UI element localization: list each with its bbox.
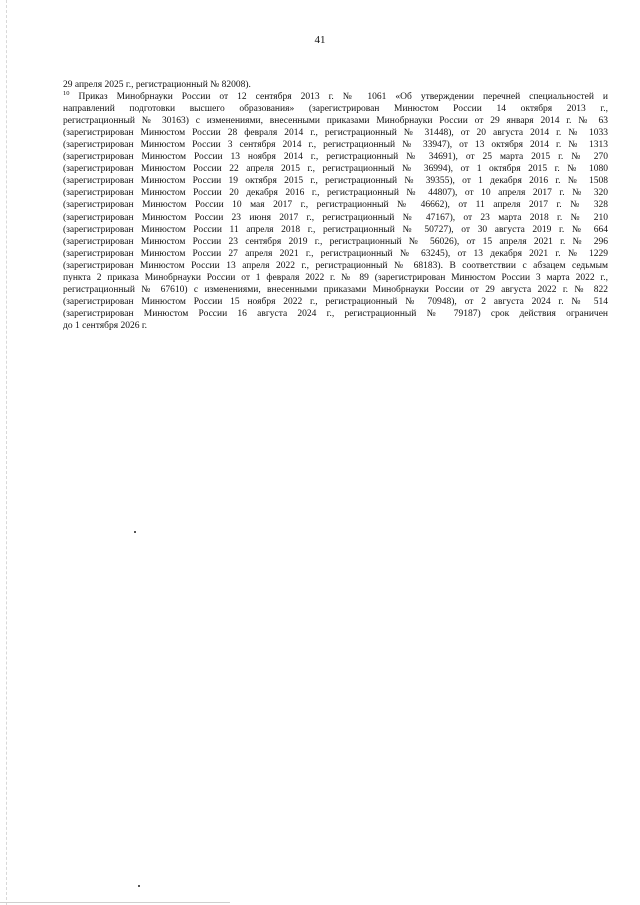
footnote-line: пункта 2 приказа Минобрнауки России от 1 февраля 2022 г. № 89 (зарегистрирован Минюстом России 3 марта 2022 г.,	[63, 272, 608, 283]
footnote-line: (зарегистрирован Минюстом России 13 ноября 2014 г., регистрационный № 34691), от 25 марта 2015 г. № 270	[63, 152, 608, 163]
footnote-line: (зарегистрирован Минюстом России 20 декабря 2016 г., регистрационный № 44807), от 10 апреля 2017 г. № 320	[63, 188, 608, 199]
scan-speck	[138, 885, 140, 887]
footnote-line: (зарегистрирован Минюстом России 11 апреля 2018 г., регистрационный № 50727), от 30 августа 2019 г. № 664	[63, 224, 608, 235]
footnote-line: (зарегистрирован Минюстом России 16 августа 2024 г., регистрационный № 79187) срок действия ограничен	[63, 308, 608, 319]
footnote-line: (зарегистрирован Минюстом России 3 сентября 2014 г., регистрационный № 33947), от 13 октября 2014 г. № 1313	[63, 140, 608, 151]
footnote-line: направлений подготовки высшего образования» (зарегистрирован Минюстом России 14 октября 2013 г.,	[63, 104, 608, 115]
scan-bottom-edge	[0, 902, 230, 903]
footnote-number: 10	[63, 91, 70, 97]
footnote-line: (зарегистрирован Минюстом России 28 февраля 2014 г., регистрационный № 31448), от 20 августа 2014 г. № 1033	[63, 128, 608, 139]
scan-left-edge	[6, 0, 8, 905]
footnote-line: (зарегистрирован Минюстом России 10 мая 2017 г., регистрационный № 46662), от 11 апреля 2017 г. № 328	[63, 200, 608, 211]
footnote-line	[63, 91, 608, 103]
footnote-continuation-line: 29 апреля 2025 г., регистрационный № 82008).	[63, 80, 251, 90]
footnote-line: (зарегистрирован Минюстом России 23 июня 2017 г., регистрационный № 47167), от 23 марта 2018 г. № 210	[63, 212, 608, 223]
page-number: 41	[314, 34, 326, 46]
footnote-line: регистрационный № 30163) с изменениями, внесенными приказами Минобрнауки России от 29 января 2014 г. № 63	[63, 116, 608, 127]
scan-speck	[134, 531, 136, 533]
footnote-line: (зарегистрирован Минюстом России 23 сентября 2019 г., регистрационный № 56026), от 15 апреля 2021 г. № 296	[63, 236, 608, 247]
footnote-line: регистрационный № 67610) с изменениями, внесенными приказами Минобрнауки России от 29 августа 2022 г. № 822	[63, 284, 608, 295]
footnote-line: (зарегистрирован Минюстом России 22 апреля 2015 г., регистрационный № 36994), от 1 октября 2015 г. № 1080	[63, 164, 608, 175]
footnote-line: (зарегистрирован Минюстом России 27 апреля 2021 г., регистрационный № 63245), от 13 декабря 2021 г. № 1229	[63, 248, 608, 259]
footnote-block	[63, 79, 608, 332]
footnote-last-line: до 1 сентября 2026 г.	[63, 320, 148, 331]
footnote-line: (зарегистрирован Минюстом России 15 ноября 2022 г., регистрационный № 70948), от 2 августа 2024 г. № 514	[63, 296, 608, 307]
footnote-line-text: Приказ Минобрнауки России от 12 сентября 2013 г. № 1061 «Об утверждении перечней специальностей и	[78, 92, 608, 103]
footnote-line: (зарегистрирован Минюстом России 19 октября 2015 г., регистрационный № 39355), от 1 декабря 2016 г. № 1508	[63, 176, 608, 187]
footnote-line: (зарегистрирован Минюстом России 13 апреля 2022 г., регистрационный № 68183). В соответствии с абзацем седьмым	[63, 260, 608, 271]
